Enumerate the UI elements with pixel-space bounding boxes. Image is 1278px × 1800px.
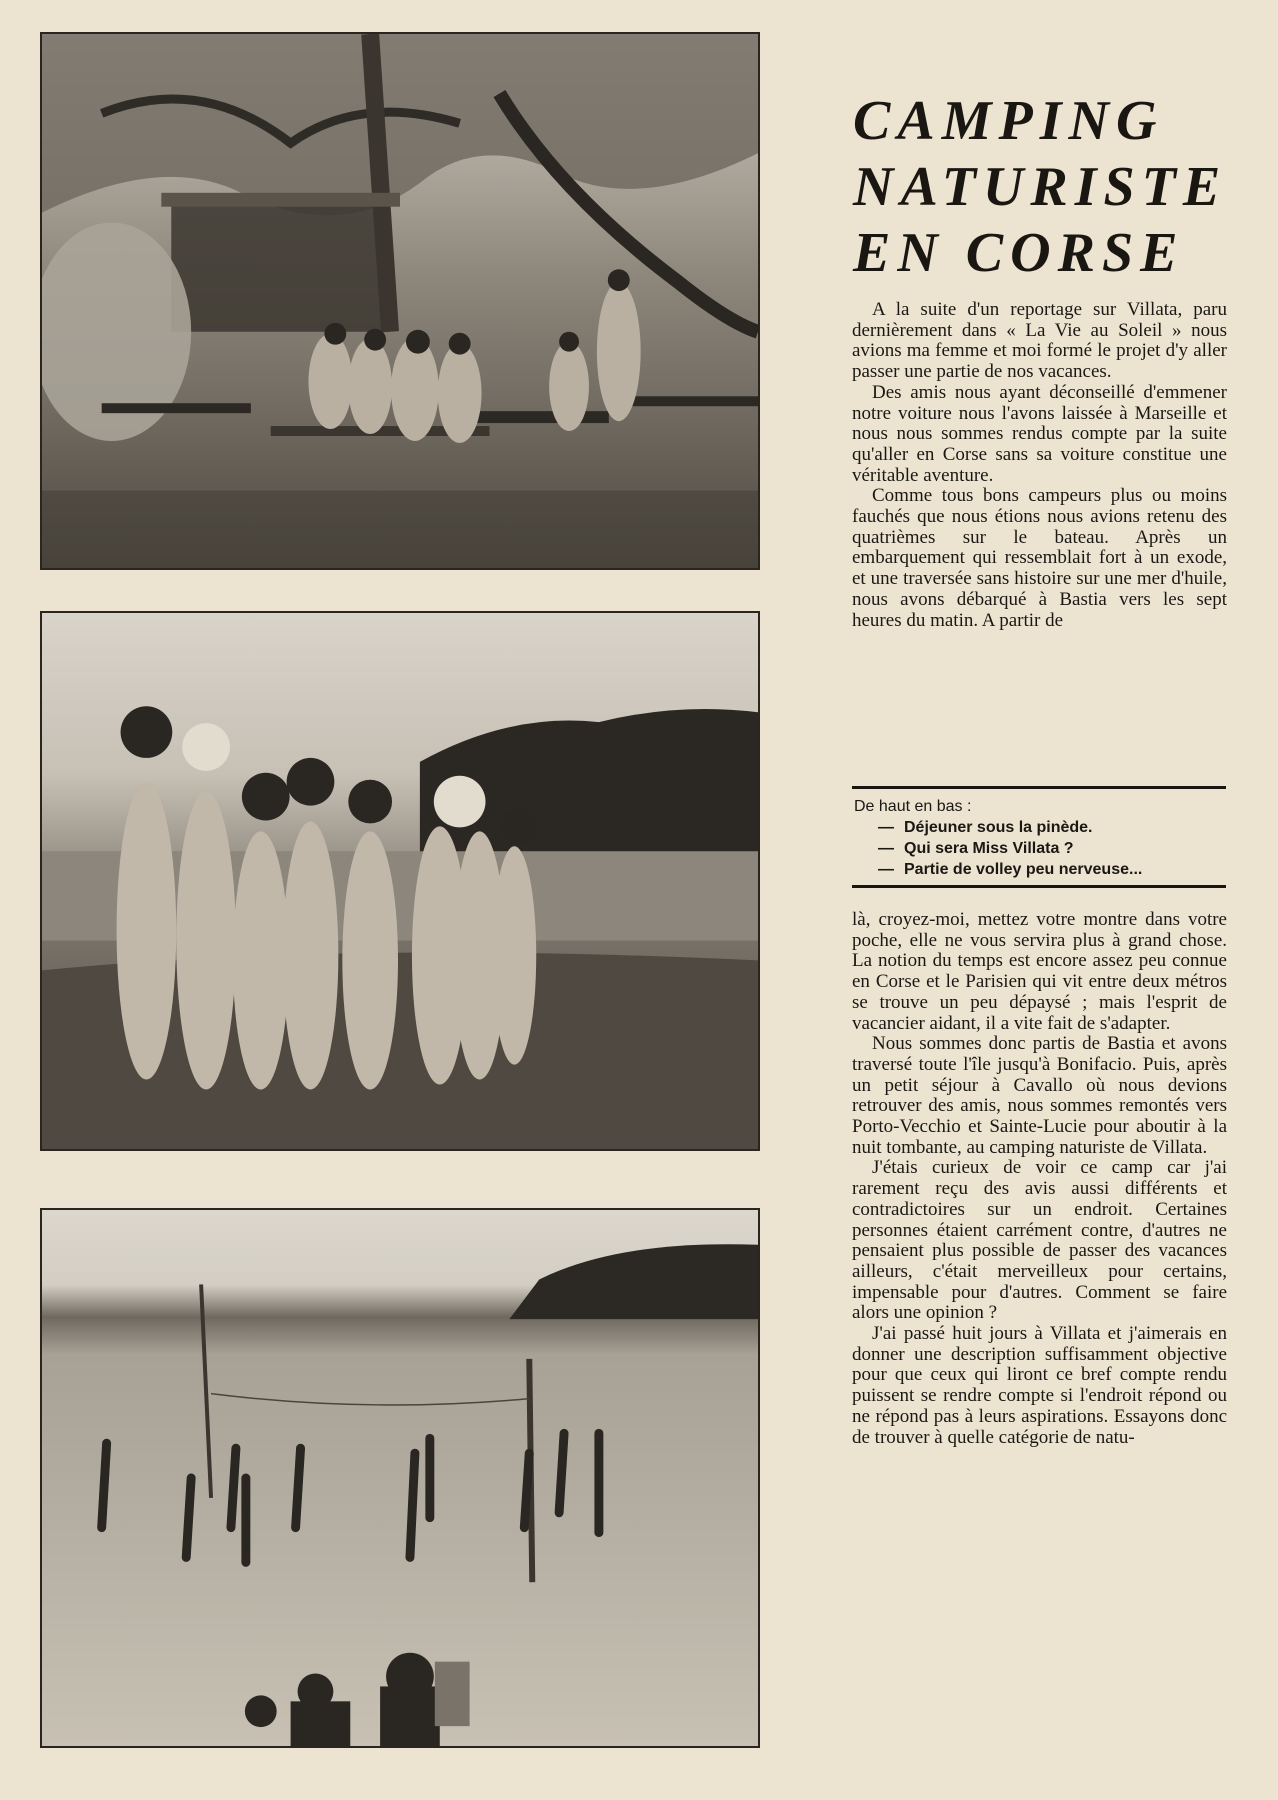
- caption-item-text: Partie de volley peu nerveuse...: [904, 861, 1143, 878]
- title-line-2: NATURISTE: [853, 156, 1228, 218]
- paragraph: Nous sommes donc partis de Bastia et avons traversé toute l'île jusqu'à Bonifacio. Puis, après un petit séjour à Cavallo où nous devions retrouver des amis, nous sommes remontés vers Porto-Vecchio et Sainte-Lucie pour aboutir à la nuit tombante, au camping naturiste de Villata.: [852, 1033, 1227, 1158]
- caption-heading: De haut en bas :: [854, 798, 972, 815]
- paragraph: A la suite d'un reportage sur Villata, paru dernièrement dans « La Vie au Soleil » nous avions ma femme et moi formé le projet d'y aller passer une partie de nos vacances.: [852, 299, 1227, 383]
- paragraph: J'ai passé huit jours à Villata et j'aimerais en donner une description suffisamment objective pour que ceux qui liront ce bref compte rendu puissent se rendre compte si l'endroit répond ou ne répond pas à leurs aspirations. Essayons donc de trouver à quelle catégorie de natu-: [852, 1323, 1227, 1448]
- photo-volleyball-beach: [40, 1208, 760, 1748]
- caption-item-text: Qui sera Miss Villata ?: [904, 840, 1074, 857]
- paragraph: J'étais curieux de voir ce camp car j'ai rarement reçu des avis aussi différents et contradictoires sur un endroit. Certaines personnes étaient carrément contre, d'autres ne pensaient plus possible de passer des vacances ailleurs, c'était merveilleux pour certains, impensable pour d'autres. Comment se faire alors une opinion ?: [852, 1157, 1227, 1324]
- caption-dash: —: [878, 840, 894, 857]
- caption-dash: —: [878, 861, 894, 878]
- photo-volleyball-image: [42, 1210, 758, 1746]
- caption-item-text: Déjeuner sous la pinède.: [904, 819, 1093, 836]
- title-line-3: EN CORSE: [853, 222, 1185, 284]
- title-line-1: CAMPING: [853, 90, 1164, 152]
- caption-item: [878, 817, 1226, 838]
- article-body-bottom: [852, 910, 1227, 1448]
- paragraph: Des amis nous ayant déconseillé d'emmener notre voiture nous l'avons laissée à Marseille et nous nous sommes rendus compte par la suite qu'aller en Corse sans sa voiture constitue une véritable aventure.: [852, 381, 1227, 486]
- caption-item: [878, 859, 1226, 880]
- photo-lunch-image: [42, 34, 758, 568]
- photo-lunch-under-pines: [40, 32, 760, 570]
- paragraph: là, croyez-moi, mettez votre montre dans votre poche, elle ne vous servira plus à grand chose. La notion du temps est encore assez peu connue en Corse et le Parisien qui vit entre deux métros se trouve un peu dépaysé ; mais l'esprit de vacancier aidant, il a vite fait de s'adapter.: [852, 909, 1227, 1034]
- article-title: [853, 88, 1253, 286]
- paragraph: Comme tous bons campeurs plus ou moins fauchés que nous étions nous avions retenu des quatrièmes sur le bateau. Après un embarquement qui ressemblait fort à un exode, et une traversée sans histoire sur une mer d'huile, nous avons débarqué à Bastia vers les sept heures du matin. A partir de: [852, 485, 1227, 631]
- caption-item: [878, 838, 1226, 859]
- photo-miss-villata-image: [42, 613, 758, 1149]
- photo-miss-villata: [40, 611, 760, 1151]
- caption-dash: —: [878, 819, 894, 836]
- article-body-top: [852, 300, 1227, 631]
- photo-caption-box: [852, 786, 1226, 888]
